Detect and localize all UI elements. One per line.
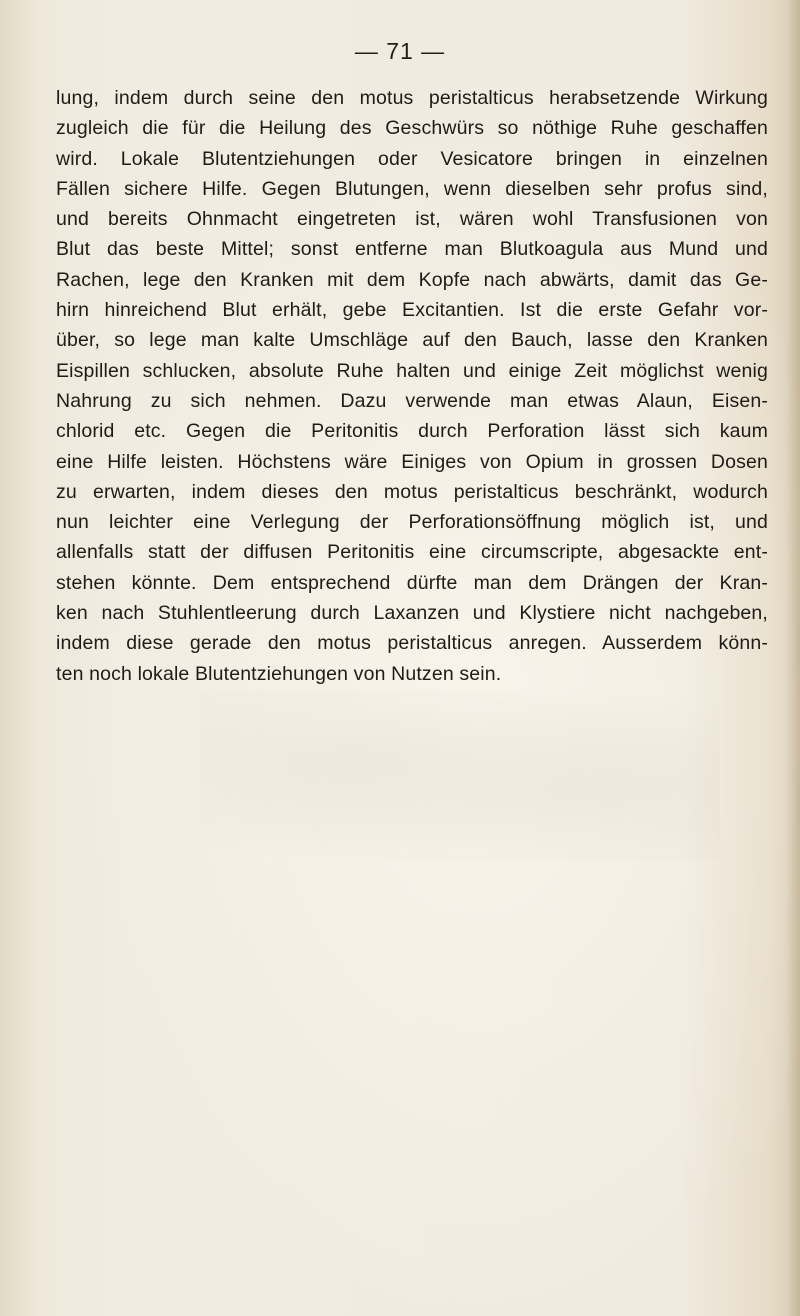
text-line-final: ten noch lokale Blutentziehungen von Nutzen sein. <box>56 662 502 685</box>
text-line: Fällen sichere Hilfe. Gegen Blutungen, wenn dieselben sehr profus sind, <box>56 177 768 200</box>
text-line: allenfalls statt der diffusen Peritonitis eine circumscripte, abgesackte ent- <box>56 541 768 564</box>
text-line: eine Hilfe leisten. Höchstens wäre Einiges von Opium in grossen Dosen <box>56 450 768 473</box>
text-line: über, so lege man kalte Umschläge auf den Bauch, lasse den Kranken <box>56 329 768 352</box>
text-line: nun leichter eine Verlegung der Perforationsöffnung möglich ist, und <box>56 511 768 534</box>
text-line: Blut das beste Mittel; sonst entferne man Blutkoagula aus Mund und <box>56 238 768 261</box>
text-line: chlorid etc. Gegen die Peritonitis durch Perforation lässt sich kaum <box>56 420 768 443</box>
text-line: wird. Lokale Blutentziehungen oder Vesicatore bringen in einzelnen <box>56 147 768 170</box>
text-line: und bereits Ohnmacht eingetreten ist, wären wohl Transfusionen von <box>56 208 768 231</box>
page-edge-shadow <box>786 0 800 1316</box>
text-line: zugleich die für die Heilung des Geschwürs so nöthige Ruhe geschaffen <box>56 117 768 140</box>
text-line: stehen könnte. Dem entsprechend dürfte man dem Drängen der Kran- <box>56 571 768 594</box>
text-line: zu erwarten, indem dieses den motus peristalticus beschränkt, wodurch <box>56 480 768 503</box>
text-line: Rachen, lege den Kranken mit dem Kopfe nach abwärts, damit das Ge- <box>56 268 768 291</box>
text-line: Nahrung zu sich nehmen. Dazu verwende man etwas Alaun, Eisen- <box>56 389 768 412</box>
text-line: lung, indem durch seine den motus peristalticus herabsetzende Wirkung <box>56 87 768 109</box>
bleed-through-stain <box>200 690 720 860</box>
text-line: Eispillen schlucken, absolute Ruhe halten und einige Zeit möglichst wenig <box>56 359 768 382</box>
body-paragraph <box>56 83 768 689</box>
text-line: indem diese gerade den motus peristalticus anregen. Ausserdem könn- <box>56 632 768 655</box>
text-line: hirn hinreichend Blut erhält, gebe Excitantien. Ist die erste Gefahr vor- <box>56 299 768 322</box>
page-number: — 71 — <box>354 38 446 64</box>
text-line: ken nach Stuhlentleerung durch Laxanzen und Klystiere nicht nachgeben, <box>56 602 768 625</box>
